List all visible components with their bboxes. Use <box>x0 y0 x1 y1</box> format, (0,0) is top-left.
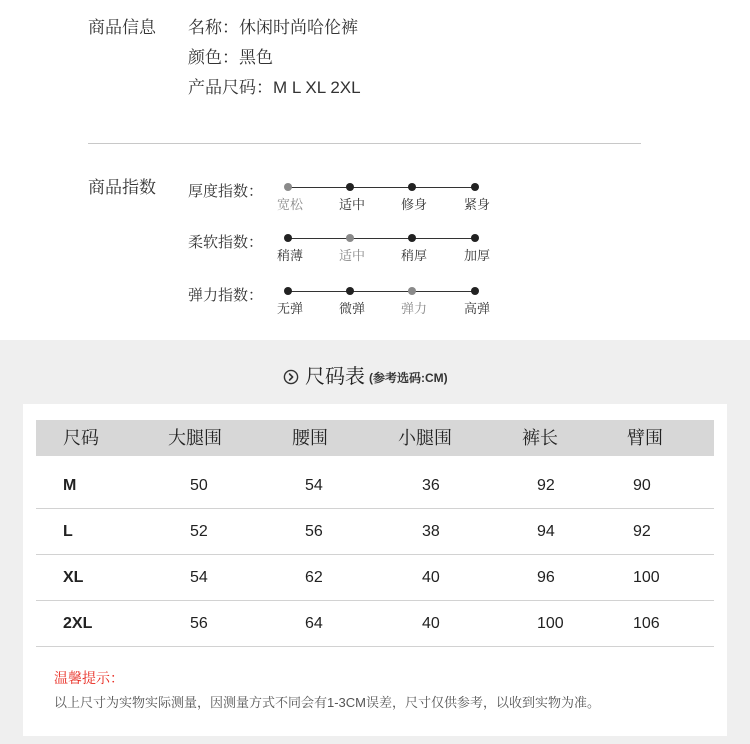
scale-dot <box>408 287 416 295</box>
table-row <box>36 509 714 555</box>
section-divider <box>88 143 641 144</box>
softness-scale <box>276 228 490 272</box>
scale-dot <box>346 234 354 242</box>
product-name-line <box>188 18 358 38</box>
cell-calf: 38 <box>422 523 440 540</box>
index-row <box>188 281 508 325</box>
product-color-line <box>188 48 273 68</box>
cell-waist: 56 <box>305 523 323 540</box>
table-row <box>36 463 714 509</box>
header-length: 裤长 <box>522 428 558 448</box>
scale-option-label: 修身 <box>400 197 427 212</box>
cell-size: L <box>63 523 73 540</box>
elasticity-scale <box>276 281 490 325</box>
scale-dot <box>471 234 479 242</box>
scale-option-label: 宽松 <box>276 197 303 212</box>
thickness-scale <box>276 177 490 221</box>
cell-calf: 40 <box>422 569 440 586</box>
product-color-label: 颜色： <box>188 48 239 67</box>
scale-dot <box>346 287 354 295</box>
product-sizes-value: M L XL 2XL <box>273 78 361 97</box>
cell-thigh: 52 <box>190 523 208 540</box>
scale-option-label: 无弹 <box>276 301 303 316</box>
scale-line <box>288 238 475 239</box>
scale-option-label: 微弹 <box>338 301 365 316</box>
header-arm: 臂围 <box>627 428 663 448</box>
softness-index-label: 柔软指数： <box>188 234 264 251</box>
cell-size: 2XL <box>63 615 93 632</box>
scale-line <box>288 291 475 292</box>
header-calf: 小腿围 <box>398 428 452 448</box>
table-row <box>36 555 714 601</box>
product-index-heading: 商品指数 <box>88 178 156 197</box>
index-row <box>188 177 508 221</box>
cell-calf: 36 <box>422 477 440 494</box>
table-header-row <box>36 420 714 456</box>
product-color-value: 黑色 <box>239 48 273 67</box>
scale-option-label: 适中 <box>338 248 365 263</box>
size-table <box>36 420 714 647</box>
size-chart-title-text: 尺码表 <box>305 365 365 388</box>
product-sizes-label: 产品尺码： <box>188 78 273 97</box>
cell-length: 94 <box>537 523 555 540</box>
cell-length: 92 <box>537 477 555 494</box>
header-size: 尺码 <box>63 428 99 448</box>
scale-dot <box>346 183 354 191</box>
table-row <box>36 601 714 647</box>
elasticity-index-label: 弹力指数： <box>188 287 264 304</box>
scale-option-label: 紧身 <box>463 197 490 212</box>
cell-arm: 90 <box>633 477 651 494</box>
scale-dot <box>408 234 416 242</box>
cell-waist: 62 <box>305 569 323 586</box>
tip-text: 以上尺寸为实物实际测量，因测量方式不同会有1-3CM误差，尺寸仅供参考，以收到实物为准。 <box>54 695 601 710</box>
scale-option-label: 加厚 <box>463 248 490 263</box>
cell-thigh: 54 <box>190 569 208 586</box>
product-name-value: 休闲时尚哈伦裤 <box>239 18 358 37</box>
cell-waist: 64 <box>305 615 323 632</box>
cell-arm: 106 <box>633 615 660 632</box>
scale-dot <box>284 183 292 191</box>
circle-chevron-right-icon <box>283 369 299 385</box>
scale-option-label: 适中 <box>338 197 365 212</box>
cell-thigh: 56 <box>190 615 208 632</box>
size-chart-title <box>283 362 448 391</box>
cell-length: 96 <box>537 569 555 586</box>
scale-dot <box>284 287 292 295</box>
cell-size: M <box>63 477 77 494</box>
cell-calf: 40 <box>422 615 440 632</box>
cell-size: XL <box>63 569 84 586</box>
header-thigh: 大腿围 <box>168 428 222 448</box>
scale-option-label: 高弹 <box>463 301 490 316</box>
scale-dot <box>284 234 292 242</box>
scale-option-label: 弹力 <box>400 301 427 316</box>
cell-waist: 54 <box>305 477 323 494</box>
thickness-index-label: 厚度指数： <box>188 183 264 200</box>
header-waist: 腰围 <box>292 428 328 448</box>
product-sizes-line <box>188 78 361 98</box>
cell-length: 100 <box>537 615 564 632</box>
scale-dot <box>471 183 479 191</box>
table-body <box>36 456 714 647</box>
scale-dot <box>408 183 416 191</box>
product-name-label: 名称： <box>188 18 239 37</box>
cell-arm: 92 <box>633 523 651 540</box>
scale-option-label: 稍薄 <box>276 248 303 263</box>
scale-option-label: 稍厚 <box>400 248 427 263</box>
index-row <box>188 228 508 272</box>
cell-arm: 100 <box>633 569 660 586</box>
product-info-heading: 商品信息 <box>88 18 156 37</box>
size-chart-subtitle: (参考选码:CM) <box>369 371 448 385</box>
scale-line <box>288 187 475 188</box>
cell-thigh: 50 <box>190 477 208 494</box>
tip-heading: 温馨提示： <box>54 670 124 686</box>
scale-dot <box>471 287 479 295</box>
